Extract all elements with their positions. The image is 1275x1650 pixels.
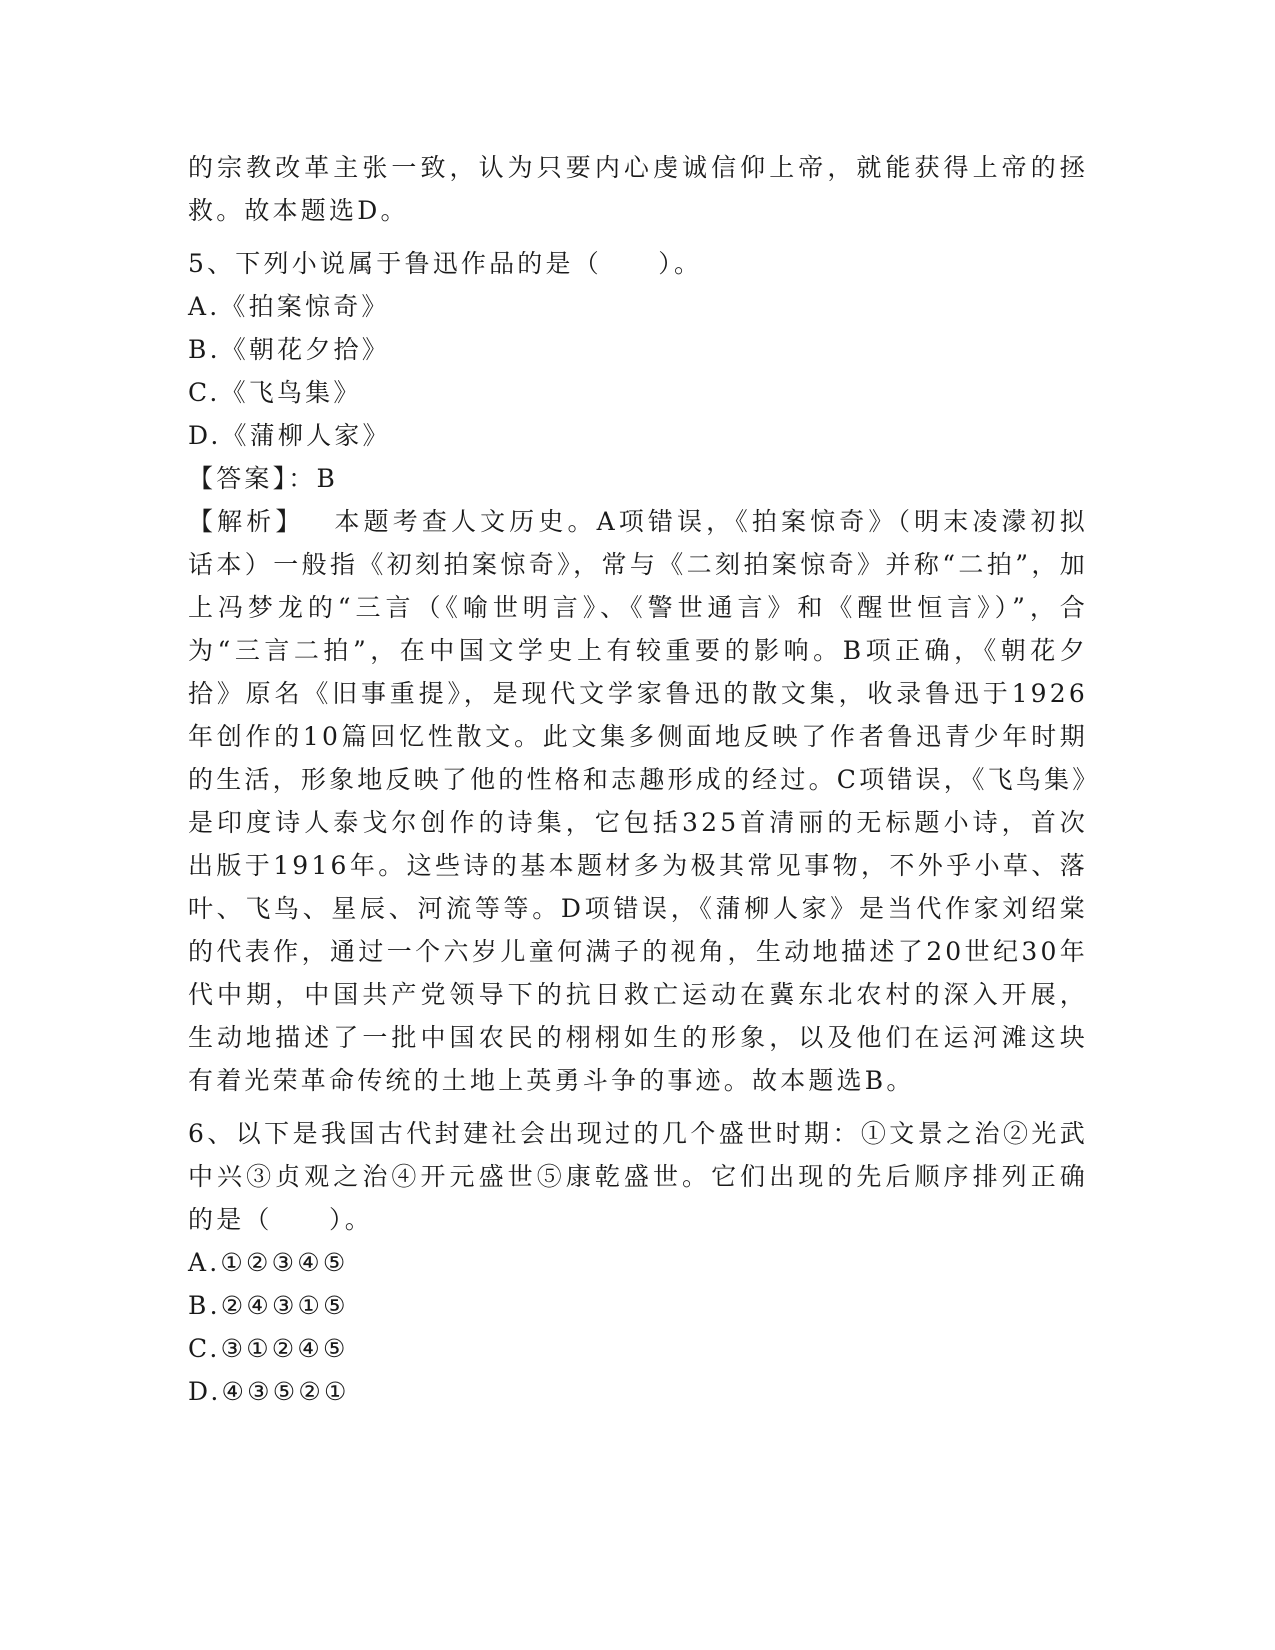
question-6-option-a: A.①②③④⑤ — [188, 1248, 349, 1277]
question-5 — [188, 242, 1088, 1102]
question-6-option-d: D.④③⑤②① — [188, 1377, 350, 1406]
question-5-stem: 5、下列小说属于鲁迅作品的是（ ）。 — [188, 249, 703, 278]
question-6-stem: 6、以下是我国古代封建社会出现过的几个盛世时期：①文景之治②光武中兴③贞观之治④开元盛世⑤康乾盛世。它们出现的先后顺序排列正确的是（ ）。 — [188, 1119, 1088, 1234]
question-6 — [188, 1112, 1088, 1413]
question-5-answer: 【答案】：B — [188, 464, 339, 493]
explanation-text: 本题考查人文历史。A项错误，《拍案惊奇》（明末凌濛初拟话本）一般指《初刻拍案惊奇》，常与《二刻拍案惊奇》并称“二拍”，加上冯梦龙的“三言（《喻世明言》、《警世通言》和《醒世恒言》）”，合为“三言二拍”，在中国文学史上有较重要的影响。B项正确，《朝花夕拾》原名《旧事重提》，是现代文学家鲁迅的散文集，收录鲁迅于1926年创作的10篇回忆性散文。此文集多侧面地反映了作者鲁迅青少年时期的生活，形象地反映了他的性格和志趣形成的经过。C项错误，《飞鸟集》是印度诗人泰戈尔创作的诗集，它包括325首清丽的无标题小诗，首次出版于1916年。这些诗的基本题材多为极其常见事物，不外乎小草、落叶、飞鸟、星辰、河流等等。D项错误，《蒲柳人家》是当代作家刘绍棠的代表作，通过一个六岁儿童何满子的视角，生动地描述了20世纪30年代中期，中国共产党领导下的抗日救亡运动在冀东北农村的深入开展，生动地描述了一批中国农民的栩栩如生的形象，以及他们在运河滩这块有着光荣革命传统的土地上英勇斗争的事迹。故本题选B。 — [188, 507, 1088, 1095]
question-5-option-c: C.《飞鸟集》 — [188, 378, 362, 407]
document-content — [188, 146, 1088, 1413]
spacer — [188, 232, 1088, 242]
question-6-option-b: B.②④③①⑤ — [188, 1291, 349, 1320]
question-5-option-a: A.《拍案惊奇》 — [188, 292, 390, 321]
explanation-label: 【解析】 — [188, 507, 305, 536]
question-5-option-b: B.《朝花夕拾》 — [188, 335, 390, 364]
previous-explanation-continuation: 的宗教改革主张一致，认为只要内心虔诚信仰上帝，就能获得上帝的拯救。故本题选D。 — [188, 153, 1088, 225]
spacer — [188, 1102, 1088, 1112]
question-5-option-d: D.《蒲柳人家》 — [188, 421, 391, 450]
question-5-explanation — [188, 500, 1088, 1102]
question-6-option-c: C.③①②④⑤ — [188, 1334, 349, 1363]
